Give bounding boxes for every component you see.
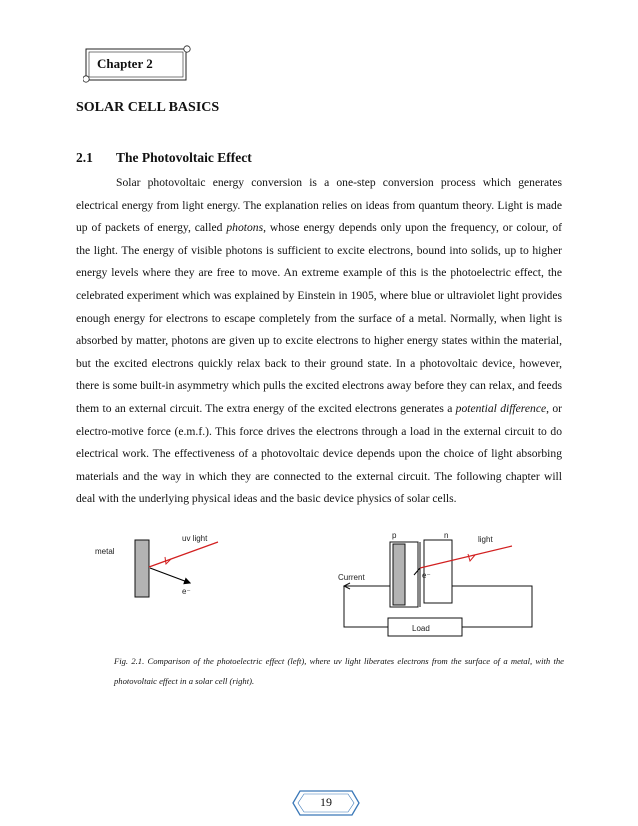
term-potential-difference: potential difference	[455, 401, 547, 415]
figure-caption: Fig. 2.1. Comparison of the photoelectric effect (left), where uv light liberates electrons from the surface of a metal, with the photovoltaic effect in a solar cell (right).	[114, 656, 564, 686]
electron-path	[150, 568, 190, 583]
electron-arrow	[414, 568, 420, 575]
chapter-label: Chapter 2	[97, 56, 153, 71]
uv-light-ray	[149, 542, 218, 567]
n-label: n	[444, 531, 449, 540]
circuit-wire-bottom-left	[344, 586, 388, 627]
uv-light-label: uv light	[182, 534, 208, 543]
photovoltaic-diagram	[336, 528, 536, 640]
circuit-wire-right	[452, 586, 532, 627]
body-paragraph	[76, 172, 562, 511]
term-photons: photons	[226, 221, 264, 235]
body-text-3: , or electro-motive force (e.m.f.). This force drives the electrons through a load in the external circuit to do electrical work. The effectiveness of a photovoltaic device depends upon the choice of light absorbing materials and the way in which they are connected to the external circuit. The following chapter will deal with the underlying physical ideas and the basic device physics of solar cells.	[76, 401, 562, 506]
section-heading	[76, 150, 252, 166]
pv-electron-label: e⁻	[422, 571, 431, 580]
body-text-1: Solar photovoltaic energy conversion is a one-step conversion process which generates electrical energy from light energy. The explanation relies on ideas from quantum theory. Light is made up of packets of energy, called	[76, 176, 562, 235]
light-label: light	[478, 535, 493, 544]
metal-label: metal	[95, 547, 115, 556]
body-text-2: , whose energy depends only upon the frequency, or colour, of the light. The energy of visible photons is sufficient to excite electrons, bound into solids, up to higher energy levels where they are free to move. An extreme example of this is the photoelectric effect, the celebrated experiment which was explained by Einstein in 1905, where blue or ultraviolet light provides enough energy for electrons to escape completely from the surface of a metal. Normally, when light is absorbed by matter, photons are given up to excite electrons to higher energy states within the material, but the excited electrons quickly relax back to their ground state. In a photovoltaic device, however, there is some built-in asymmetry which pulls the excited electrons away before they can relax, and feeds them to an external circuit. The extra energy of the excited electrons generates a	[76, 221, 562, 415]
section-title: The Photovoltaic Effect	[116, 150, 252, 165]
p-layer	[393, 544, 405, 605]
load-label: Load	[412, 624, 430, 633]
section-number: 2.1	[76, 150, 93, 165]
p-label: p	[392, 531, 397, 540]
photoelectric-diagram	[92, 528, 292, 600]
current-label: Current	[338, 573, 365, 582]
chapter-title: SOLAR CELL BASICS	[76, 100, 220, 115]
electron-label: e⁻	[182, 587, 191, 596]
metal-plate	[135, 540, 149, 597]
page-number: 19	[320, 795, 332, 809]
